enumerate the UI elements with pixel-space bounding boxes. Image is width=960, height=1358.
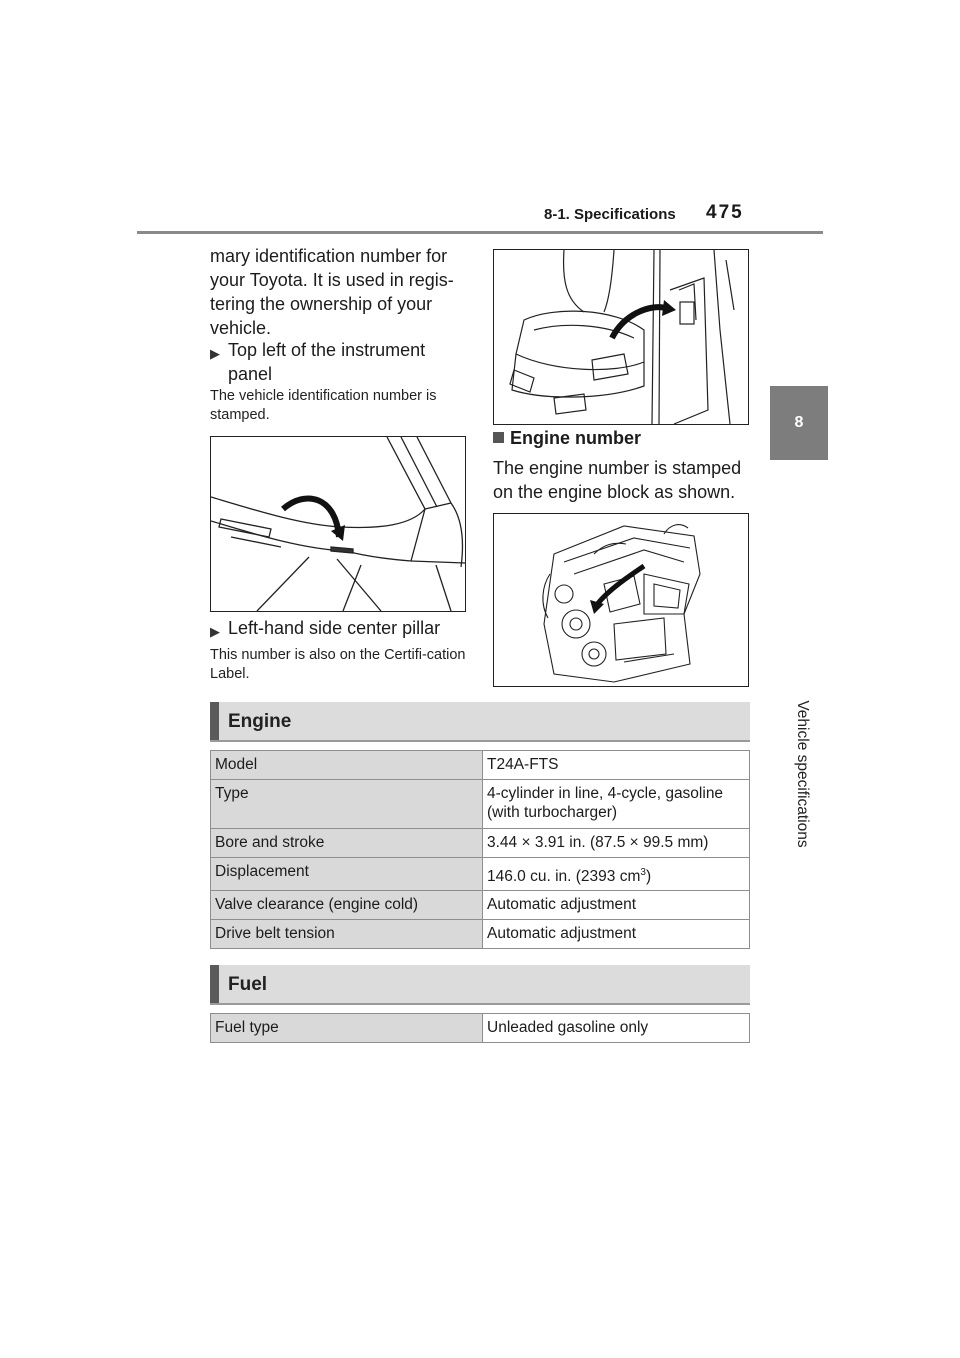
engine-section-heading bbox=[210, 702, 750, 742]
intro-paragraph: mary identification number for your Toyota. It is used in regis-tering the ownership of your vehicle. bbox=[210, 246, 454, 338]
center-pillar-illustration bbox=[493, 249, 749, 425]
fuel-section-heading bbox=[210, 965, 750, 1005]
spec-value: T24A-FTS bbox=[483, 751, 750, 780]
note-certification-label: This number is also on the Certifi-cation Label. bbox=[210, 647, 466, 682]
spec-value: Automatic adjustment bbox=[483, 920, 750, 949]
instrument-panel-illustration bbox=[210, 436, 466, 612]
table-row bbox=[211, 751, 750, 780]
engine-number-paragraph: The engine number is stamped on the engine block as shown. bbox=[493, 458, 742, 502]
note-vin-stamped: The vehicle identification number is stamped. bbox=[210, 388, 437, 423]
bullet-instrument-panel bbox=[210, 338, 460, 386]
chapter-number: 8 bbox=[794, 414, 804, 431]
chapter-side-label bbox=[792, 512, 812, 1036]
superscript: 3 bbox=[640, 866, 646, 878]
chapter-title: Vehicle specifications bbox=[794, 700, 811, 848]
table-row bbox=[211, 780, 750, 829]
chapter-tab bbox=[770, 386, 828, 460]
engine-section-title: Engine bbox=[228, 711, 292, 732]
spec-value: 3.44 × 3.91 in. (87.5 × 99.5 mm) bbox=[483, 829, 750, 858]
section-title: 8-1. Specifications bbox=[544, 206, 676, 223]
spec-value: Unleaded gasoline only bbox=[483, 1014, 750, 1043]
spec-label: Fuel type bbox=[211, 1014, 483, 1043]
spec-value bbox=[483, 858, 750, 891]
spec-label: Type bbox=[211, 780, 483, 829]
heading-bar bbox=[210, 965, 219, 1003]
engine-spec-table bbox=[210, 750, 750, 949]
page-number: 475 bbox=[706, 202, 744, 223]
triangle-bullet-icon: ▶ bbox=[210, 346, 220, 361]
table-row bbox=[211, 891, 750, 920]
fuel-spec-table bbox=[210, 1013, 750, 1043]
header-rule bbox=[137, 231, 823, 234]
spec-label: Drive belt tension bbox=[211, 920, 483, 949]
bullet-text: Left-hand side center pillar bbox=[228, 618, 441, 638]
table-row bbox=[211, 858, 750, 891]
spec-value: Automatic adjustment bbox=[483, 891, 750, 920]
spec-label: Bore and stroke bbox=[211, 829, 483, 858]
subheading-text: Engine number bbox=[510, 428, 642, 448]
heading-bar bbox=[210, 702, 219, 740]
engine-number-subheading bbox=[493, 428, 641, 449]
table-row bbox=[211, 1014, 750, 1043]
displacement-value: 146.0 cu. in. (2393 cm bbox=[487, 868, 641, 885]
bullet-text: Top left of the instrument panel bbox=[228, 340, 426, 384]
spec-label: Model bbox=[211, 751, 483, 780]
spec-value: 4-cylinder in line, 4-cycle, gasoline (with turbocharger) bbox=[483, 780, 750, 829]
table-row bbox=[211, 920, 750, 949]
square-bullet-icon bbox=[493, 432, 504, 443]
table-row bbox=[211, 829, 750, 858]
displacement-suffix: ) bbox=[645, 868, 652, 885]
spec-label: Valve clearance (engine cold) bbox=[211, 891, 483, 920]
bullet-center-pillar bbox=[210, 616, 466, 640]
fuel-section-title: Fuel bbox=[228, 974, 268, 995]
engine-block-illustration bbox=[493, 513, 749, 687]
triangle-bullet-icon: ▶ bbox=[210, 624, 220, 639]
spec-label: Displacement bbox=[211, 858, 483, 891]
